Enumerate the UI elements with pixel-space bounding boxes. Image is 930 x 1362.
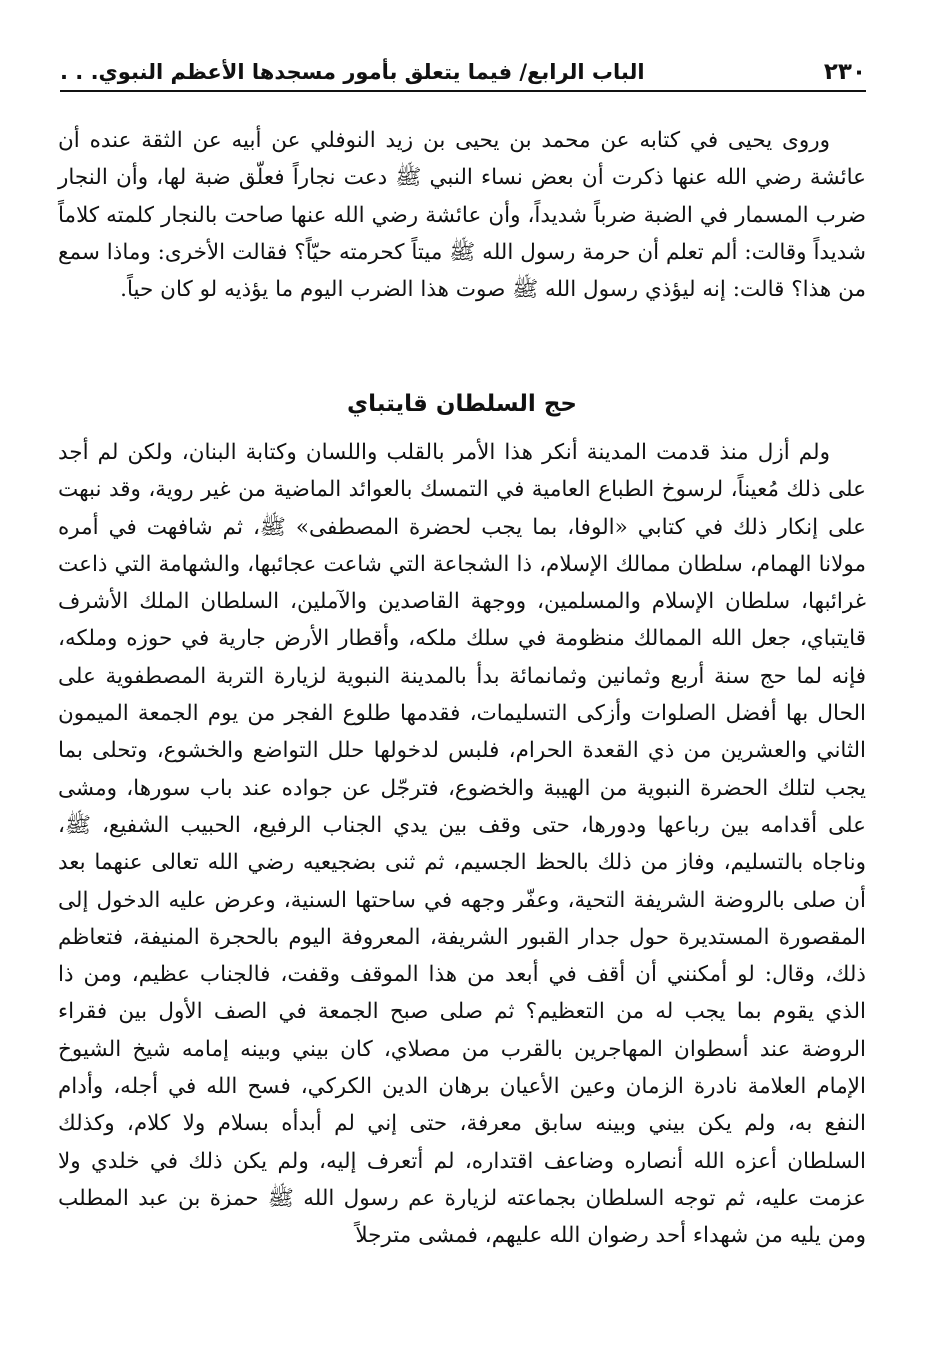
page-number: ٢٣٠ [823,59,866,85]
body-paragraph-1 [58,122,866,308]
chapter-title: الباب الرابع/ فيما يتعلق بأمور مسجدها الأعظم النبوي. . . [60,60,645,84]
paragraph-text: ولم أزل منذ قدمت المدينة أنكر هذا الأمر بالقلب واللسان وكتابة البنان، ولكن لم أجد على ذلك مُعيناً، لرسوخ الطباع العامية في التمسك بالعوائد الماضية من غير روية، وقد نبهت على إنكار ذلك في كتابي «الوفا، بما يجب لحضرة المصطفى» ﷺ، ثم شافهت في أمره مولانا الهمام، سلطان ممالك الإسلام، ذا الشجاعة التي شاعت عجائبها، والشهامة التي ذاعت غرائبها، سلطان الإسلام والمسلمين، ووجهة القاصدين والآملين، السلطان الملك الأشرف قايتباي، جعل الله الممالك منظومة في سلك ملكه، وأقطار الأرض جارية في حوزه وملكه، فإنه لما حج سنة أربع وثمانين وثمانمائة بدأ بالمدينة النبوية لزيارة التربة المصطفوية على الحال بها أفضل الصلوات وأزكى التسليمات، فقدمها طلوع الفجر من يوم الجمعة الميمون الثاني والعشرين من ذي القعدة الحرام، فلبس لدخولها حلل التواضع والخشوع، وتحلى بما يجب لتلك الحضرة النبوية من الهيبة والخضوع، فترجّل عن جواده عند باب سورها، ومشى على أقدامه بين رباعها ودورها، حتى وقف بين يدي الجناب الرفيع، الحبيب الشفيع، ﷺ، وناجاه بالتسليم، وفاز من ذلك بالحظ الجسيم، ثم ثنى بضجيعيه رضي الله تعالى عنهما بعد أن صلى بالروضة الشريفة التحية، وعفّر وجهه في ساحتها السنية، وعرض عليه الدخول إلى المقصورة المستديرة حول جدار القبور الشريفة، المعروفة اليوم بالحجرة المنيفة، فتعاظم ذلك، وقال: لو أمكنني أن أقف في أبعد من هذا الموقف وقفت، فالجناب عظيم، ومن ذا الذي يقوم بما يجب له من التعظيم؟ ثم صلى صبح الجمعة في الصف الأول بين فقراء الروضة عند أسطوان المهاجرين بالقرب من مصلاي، كان بيني وبينه إمامه شيخ الشيوخ الإمام العلامة نادرة الزمان وعين الأعيان برهان الدين الكركي، فسح الله في أجله، وأدام النفع به، ولم يكن بيني وبينه سابق معرفة، حتى إني لم أبدأه بسلام ولا كلام، وكذلك السلطان أعزه الله أنصاره وضاعف اقتداره، لم أتعرف إليه، ولم يكن ذلك في خلدي ولا عزمت عليه، ثم توجه السلطان بجماعته لزيارة عم رسول الله ﷺ حمزة بن عبد المطلب ومن يليه من شهداء أحد رضوان الله عليهم، فمشى مترجلاً [58,440,866,1249]
paragraph-text: وروى يحيى في كتابه عن محمد بن يحيى بن زيد النوفلي عن أبيه عن الثقة عنده أن عائشة رضي الله عنها ذكرت أن بعض نساء النبي ﷺ دعت نجاراً فعلّق ضبة لها، وأن النجار ضرب المسمار في الضبة ضرباً شديداً، وأن عائشة رضي الله عنها صاحت بالنجار كلمته كلاماً شديداً وقالت: ألم تعلم أن حرمة رسول الله ﷺ ميتاً كحرمته حيّاً؟ فقالت الأخرى: وماذا سمع من هذا؟ قالت: إنه ليؤذي رسول الله ﷺ صوت هذا الضرب اليوم ما يؤذيه لو كان حياً. [58,128,866,303]
body-paragraph-2 [58,434,866,1255]
running-header [60,54,866,92]
section-heading: حج السلطان قايتباي [347,391,577,417]
